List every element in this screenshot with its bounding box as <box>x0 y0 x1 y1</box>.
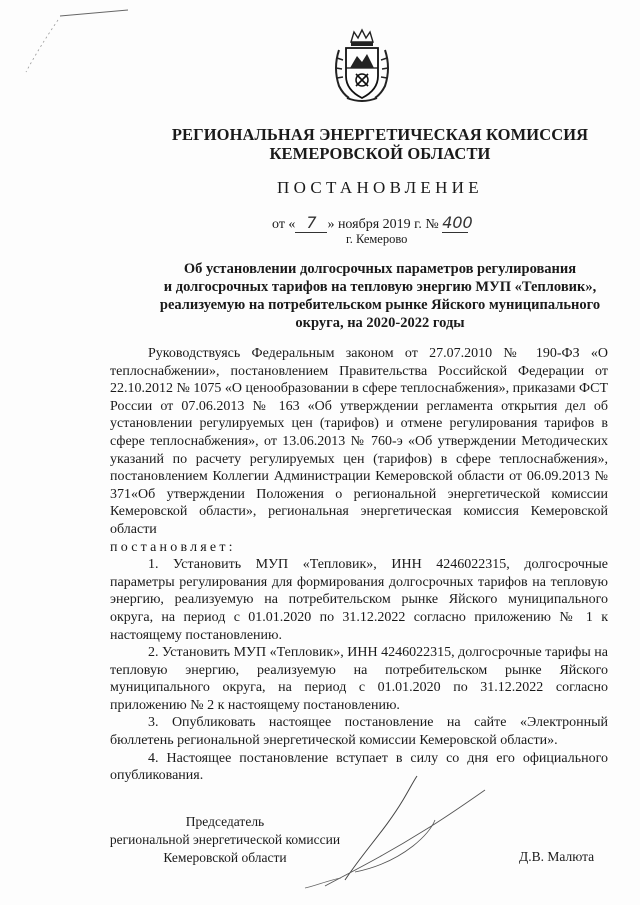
date-prefix: от « <box>272 217 296 232</box>
resolves-line: постановляет: <box>110 539 236 555</box>
subject-line-1: Об установлении долгосрочных параметров регулирования <box>183 261 577 277</box>
subject-line-2: и долгосрочных тарифов на тепловую энергию МУП «Тепловик», <box>163 279 597 295</box>
org-line-1: РЕГИОНАЛЬНАЯ ЭНЕРГЕТИЧЕСКАЯ КОМИССИЯ <box>171 125 589 144</box>
city: г. Кемерово <box>346 232 408 246</box>
subject-line-4: округа, на 2020-2022 годы <box>295 315 465 331</box>
handwritten-signature <box>285 760 495 890</box>
signatory-title-line-3: Кемеровской области <box>163 850 287 865</box>
decision-item-4: 4. Настоящее постановление вступает в силу со дня его официального опубликования. <box>110 750 608 784</box>
org-line-2: КЕМЕРОВСКОЙ ОБЛАСТИ <box>269 144 491 163</box>
handwritten-doc-number: 400 <box>442 213 473 232</box>
date-middle: » ноября 2019 г. № <box>327 217 439 232</box>
signatory-title-line-2: региональной энергетической комиссии <box>109 832 341 847</box>
decision-item-3: 3. Опубликовать настоящее постановление на сайте «Электронный бюллетень региональной энергетической комиссии Кемеровской области». <box>110 715 608 749</box>
decision-items <box>110 556 608 785</box>
document-subject <box>120 260 640 332</box>
document-type: ПОСТАНОВЛЕНИЕ <box>277 178 483 197</box>
decision-item-2: 2. Установить МУП «Тепловик», ИНН 4246022315, долгосрочные тарифы на тепловую энергию, реализуемую на потребительском рынке Яйского муниципального округа, на период с 01.01.2020 по 31.12.2022 согласно приложению № 2 к настоящему постановлению. <box>110 645 608 713</box>
signatory-name: Д.В. Малюта <box>519 849 595 864</box>
date-line <box>272 213 473 233</box>
coat-of-arms-icon <box>331 28 393 104</box>
corner-pen-mark <box>20 6 130 76</box>
preamble-paragraph: Руководствуясь Федеральным законом от 27.07.2010 № 190-ФЗ «О теплоснабжении», постановлением Правительства Российской Федерации от 22.10.2012 № 1075 «О ценообразовании в сфере теплоснабжения», приказами ФСТ России от 07.06.2013 № 163 «Об утверждении регламента открытия дел об установлении регулируемых цен (тарифов) и отмене регулирования тарифов в сфере теплоснабжения», от 13.06.2013 № 760-э «Об утверждении Методических указаний по расчету регулируемых цен (тарифов) в сфере теплоснабжения», постановлением Коллегии Администрации Кемеровской области от 06.09.2013 № 371«Об утверждении Положения о региональной энергетической комиссии Кемеровской области», региональная энергетическая комиссия Кемеровской области <box>110 346 608 537</box>
organization-title <box>120 125 640 163</box>
document-body <box>110 345 608 785</box>
handwritten-day: 7 <box>295 213 327 233</box>
subject-line-3: реализуемую на потребительском рынке Яйского муниципального <box>159 297 601 313</box>
signatory-title-line-1: Председатель <box>185 814 265 829</box>
decision-item-1: 1. Установить МУП «Тепловик», ИНН 4246022315, долгосрочные параметры регулирования для формирования долгосрочных тарифов на тепловую энергию, реализуемую на потребительском рынке Яйского муниципального округа, на период с 01.01.2020 по 31.12.2022 согласно приложению № 1 к настоящему постановлению. <box>110 557 608 643</box>
